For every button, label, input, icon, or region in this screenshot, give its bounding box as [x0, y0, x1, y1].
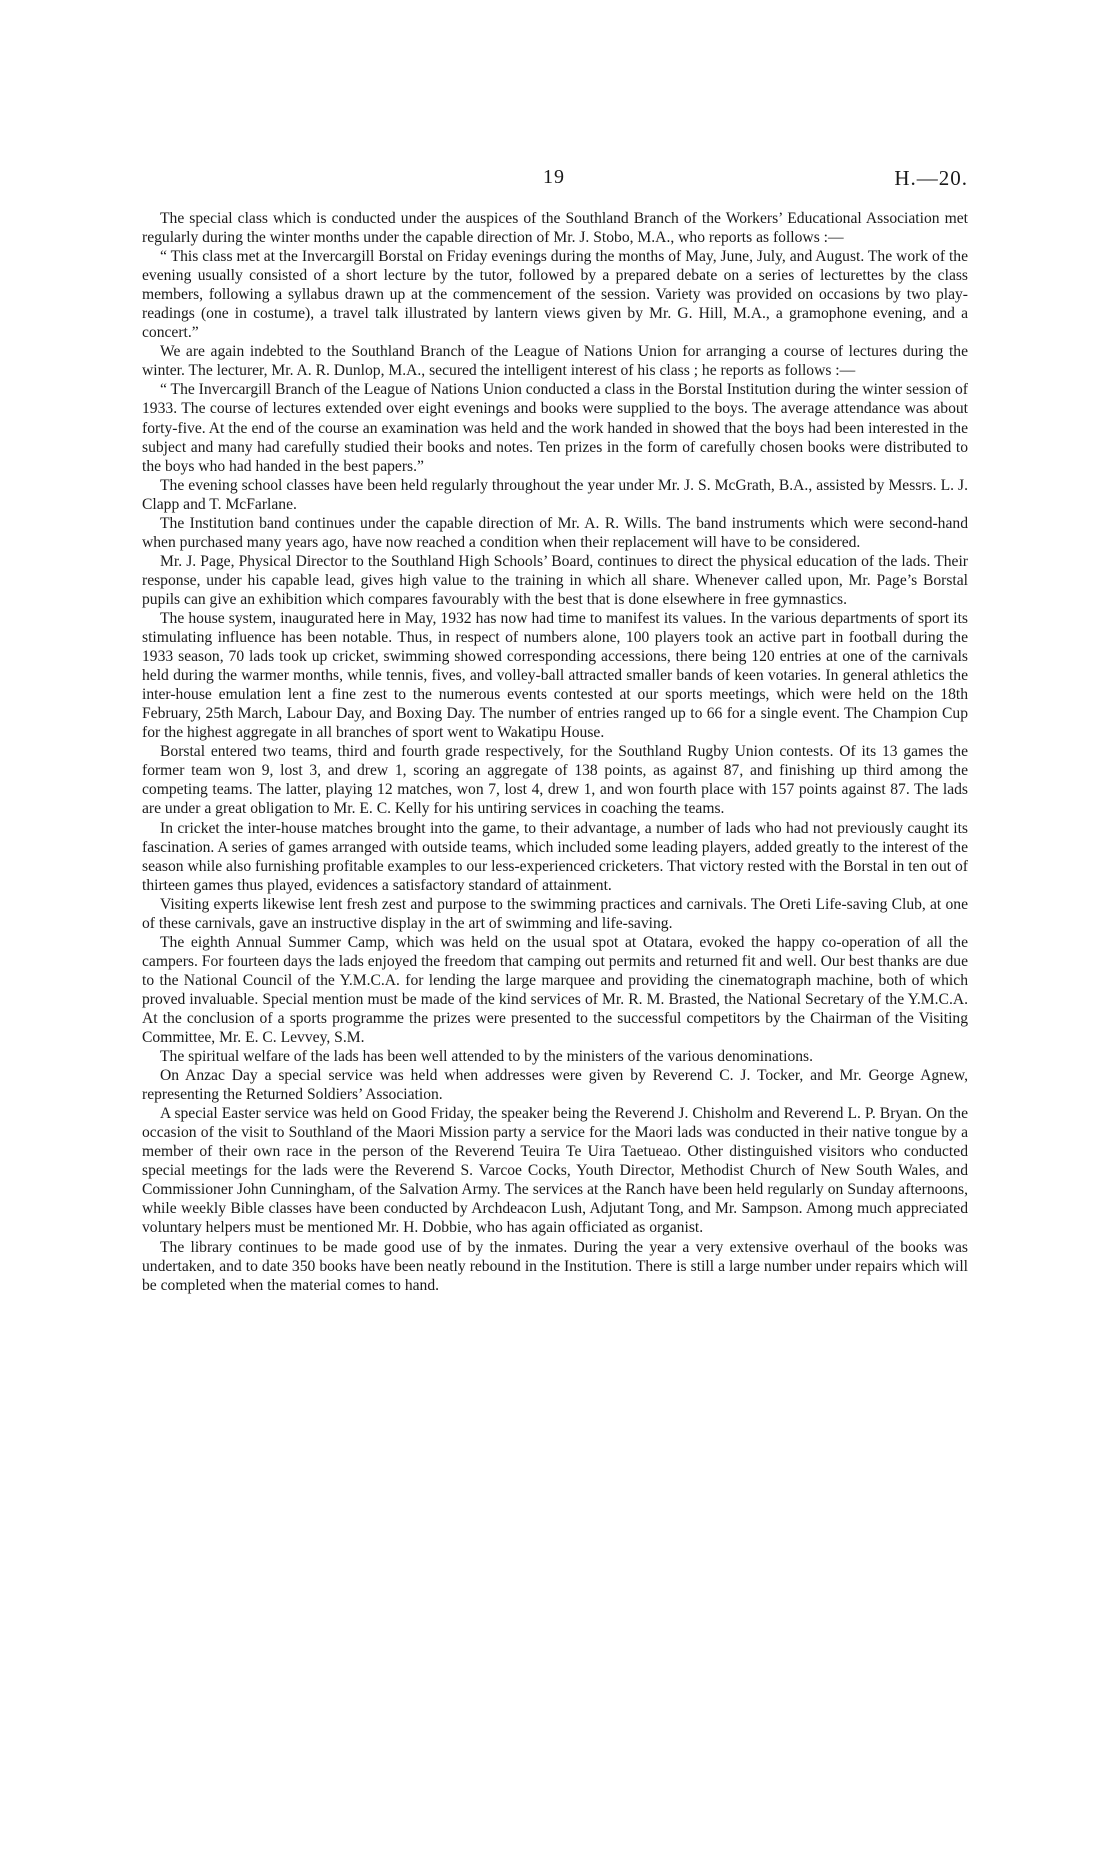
- paragraph-band: The Institution band continues under the capable direction of Mr. A. R. Wills. The band instruments which were second-hand when purchased many years ago, have now reached a condition when their replacement will have to be considered.: [142, 514, 968, 551]
- page-header: [140, 166, 968, 196]
- paragraph-easter-service: A special Easter service was held on Good Friday, the speaker being the Reverend J. Chisholm and Reverend L. P. Bryan. On the occasion of the visit to Southland of the Maori Mission party a service for the Maori lads was conducted in their native tongue by a member of their own race in the person of the Reverend Teuira Te Uira Taetueao. Other distinguished visitors who conducted special meetings for the lads were the Reverend S. Varcoe Cocks, Youth Director, Methodist Church of New South Wales, and Commissioner John Cunningham, of the Salvation Army. The services at the Ranch have been held regularly on Sunday afternoons, while weekly Bible classes have been conducted by Archdeacon Lush, Adjutant Tong, and Mr. Sampson. Among much appreciated voluntary helpers must be mentioned Mr. H. Dobbie, who has again officiated as organist.: [142, 1105, 968, 1237]
- paragraph-house-system: The house system, inaugurated here in May, 1932 has now had time to manifest its values. In the various departments of sport its stimulating influence has been notable. Thus, in respect of numbers alone, 100 players took an active part in football during the 1933 season, 70 lads took up cricket, swimming showed corresponding accessions, there being 120 entries at one of the carnivals held during the warmer months, while tennis, fives, and volley-ball attracted smaller bands of keen votaries. In general athletics the inter-house emulation lent a fine zest to the numerous events contested at our sports meetings, which were held on the 18th February, 25th March, Labour Day, and Boxing Day. The number of entries ranged up to 66 for a single event. The Champion Cup for the highest aggregate in all branches of sport went to Wakatipu House.: [142, 609, 968, 742]
- paragraph-physical-education: Mr. J. Page, Physical Director to the Southland High Schools’ Board, continues to direct the physical education of the lads. Their response, under his capable lead, gives high value to the training in which all share. Whenever called upon, Mr. Page’s Borstal pupils can give an exhibition which compares favourably with the best that is done elsewhere in free gymnastics.: [142, 552, 968, 608]
- paragraph-league-lectures: We are again indebted to the Southland Branch of the League of Nations Union for arranging a course of lectures during the winter. The lecturer, Mr. A. R. Dunlop, M.A., secured the intelligent interest of his class ; he reports as follows :—: [142, 343, 968, 380]
- paragraph-rugby: Borstal entered two teams, third and fourth grade respectively, for the Southland Rugby Union contests. Of its 13 games the former team won 9, lost 3, and drew 1, scoring an aggregate of 138 points, as against 87, and finishing up third among the competing teams. The latter, playing 12 matches, won 7, lost 4, drew 1, and won fourth place with 157 points against 87. The lads are under a great obligation to Mr. E. C. Kelly for his untiring services in coaching the teams.: [142, 743, 968, 818]
- paragraph-wea-report: “ This class met at the Invercargill Borstal on Friday evenings during the months of May, June, July, and August. The work of the evening usually consisted of a short lecture by the tutor, followed by a prepared debate on a series of lecturettes by the class members, following a syllabus drawn up at the commencement of the session. Variety was provided on occasions by two play-readings (one in costume), a travel talk illustrated by lantern views given by Mr. G. Hill, M.A., a gramophone evening, and a concert.”: [142, 248, 968, 342]
- paragraph-wea-class: The special class which is conducted under the auspices of the Southland Branch of the Workers’ Educational Association met regularly during the winter months under the capable direction of Mr. J. Stobo, M.A., who reports as follows :—: [142, 210, 968, 247]
- paragraph-summer-camp: The eighth Annual Summer Camp, which was held on the usual spot at Otatara, evoked the happy co-operation of all the campers. For fourteen days the lads enjoyed the freedom that camping out permits and returned fit and well. Our best thanks are due to the National Council of the Y.M.C.A. for lending the large marquee and providing the cinematograph machine, both of which proved invaluable. Special mention must be made of the kind services of Mr. R. M. Brasted, the National Secretary of the Y.M.C.A. At the conclusion of a sports programme the prizes were presented to the successful competitors by the Chairman of the Visiting Committee, Mr. E. C. Levvey, S.M.: [142, 933, 968, 1047]
- paragraph-spiritual-welfare: The spiritual welfare of the lads has been well attended to by the ministers of the various denominations.: [160, 1048, 814, 1066]
- paragraph-library: The library continues to be made good use of by the inmates. During the year a very extensive overhaul of the books was undertaken, and to date 350 books have been neatly rebound in the Institution. There is still a large number under repairs which will be completed when the material comes to hand.: [142, 1238, 968, 1294]
- body-text: [142, 209, 968, 1295]
- document-reference: H.—20.: [894, 166, 968, 190]
- paragraph-anzac-day: On Anzac Day a special service was held when addresses were given by Reverend C. J. Tocker, and Mr. George Agnew, representing the Returned Soldiers’ Association.: [142, 1067, 968, 1104]
- paragraph-cricket: In cricket the inter-house matches brought into the game, to their advantage, a number of lads who had not previously caught its fascination. A series of games arranged with outside teams, which included some leading players, added greatly to the interest of the season while also furnishing profitable examples to our less-experienced cricketers. That victory rested with the Borstal in ten out of thirteen games thus played, evidences a satisfactory standard of attainment.: [142, 819, 968, 894]
- paragraph-swimming: Visiting experts likewise lent fresh zest and purpose to the swimming practices and carnivals. The Oreti Life-saving Club, at one of these carnivals, gave an instructive display in the art of swimming and life-saving.: [142, 895, 968, 932]
- paragraph-evening-school: The evening school classes have been held regularly throughout the year under Mr. J. S. McGrath, B.A., assisted by Messrs. L. J. Clapp and T. McFarlane.: [142, 476, 968, 513]
- paragraph-league-report: “ The Invercargill Branch of the League of Nations Union conducted a class in the Borstal Institution during the winter session of 1933. The course of lectures extended over eight evenings and books were supplied to the boys. The average attendance was about forty-five. At the end of the course an examination was held and the work handed in showed that the boys had been interested in the subject and many had carefully studied their books and notes. Ten prizes in the form of carefully chosen books were distributed to the boys who had handed in the best papers.”: [142, 381, 968, 475]
- page-number: 19: [543, 166, 565, 188]
